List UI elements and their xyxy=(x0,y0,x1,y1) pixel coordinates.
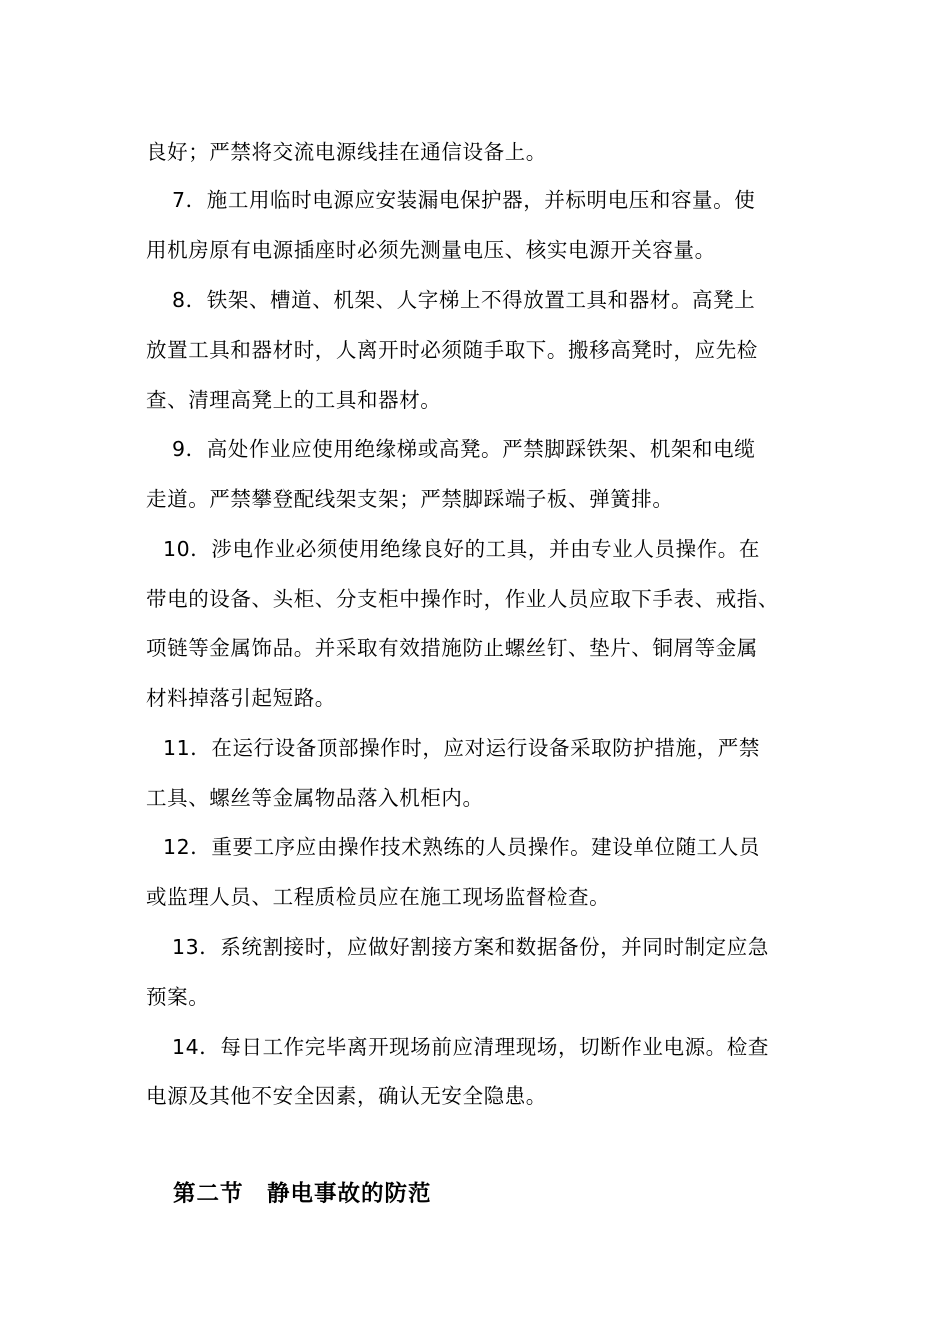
text-line: 项链等金属饰品。并采取有效措施防止螺丝钉、垫片、铜屑等金属 xyxy=(146,636,758,660)
text-line: 8．铁架、槽道、机架、人字梯上不得放置工具和器材。高凳上 xyxy=(172,288,756,312)
text-line: 材料掉落引起短路。 xyxy=(146,686,336,710)
text-line: 走道。严禁攀登配线架支架；严禁脚踩端子板、弹簧排。 xyxy=(146,487,674,511)
text-line: 良好；严禁将交流电源线挂在通信设备上。 xyxy=(146,140,547,164)
text-line: 用机房原有电源插座时必须先测量电压、核实电源开关容量。 xyxy=(146,238,716,262)
text-line: 带电的设备、头柜、分支柜中操作时，作业人员应取下手表、戒指、 xyxy=(146,587,779,611)
text-line: 10．涉电作业必须使用绝缘良好的工具，并由专业人员操作。在 xyxy=(163,537,760,561)
text-line: 或监理人员、工程质检员应在施工现场监督检查。 xyxy=(146,885,611,909)
text-line: 电源及其他不安全因素，确认无安全隐患。 xyxy=(146,1084,547,1108)
text-line: 查、清理高凳上的工具和器材。 xyxy=(146,388,442,412)
section-heading: 第二节 静电事故的防范 xyxy=(173,1181,432,1207)
text-line: 预案。 xyxy=(146,985,210,1009)
text-line: 7．施工用临时电源应安装漏电保护器，并标明电压和容量。使 xyxy=(172,188,756,212)
text-line: 工具、螺丝等金属物品落入机柜内。 xyxy=(146,786,484,810)
text-line: 放置工具和器材时，人离开时必须随手取下。搬移高凳时，应先检 xyxy=(146,338,758,362)
text-line: 14．每日工作完毕离开现场前应清理现场，切断作业电源。检查 xyxy=(172,1035,769,1059)
text-line: 11．在运行设备顶部操作时，应对运行设备采取防护措施，严禁 xyxy=(163,736,760,760)
text-line: 12．重要工序应由操作技术熟练的人员操作。建设单位随工人员 xyxy=(163,835,760,859)
text-line: 13．系统割接时，应做好割接方案和数据备份，并同时制定应急 xyxy=(172,935,769,959)
text-line: 9．高处作业应使用绝缘梯或高凳。严禁脚踩铁架、机架和电缆 xyxy=(172,437,756,461)
